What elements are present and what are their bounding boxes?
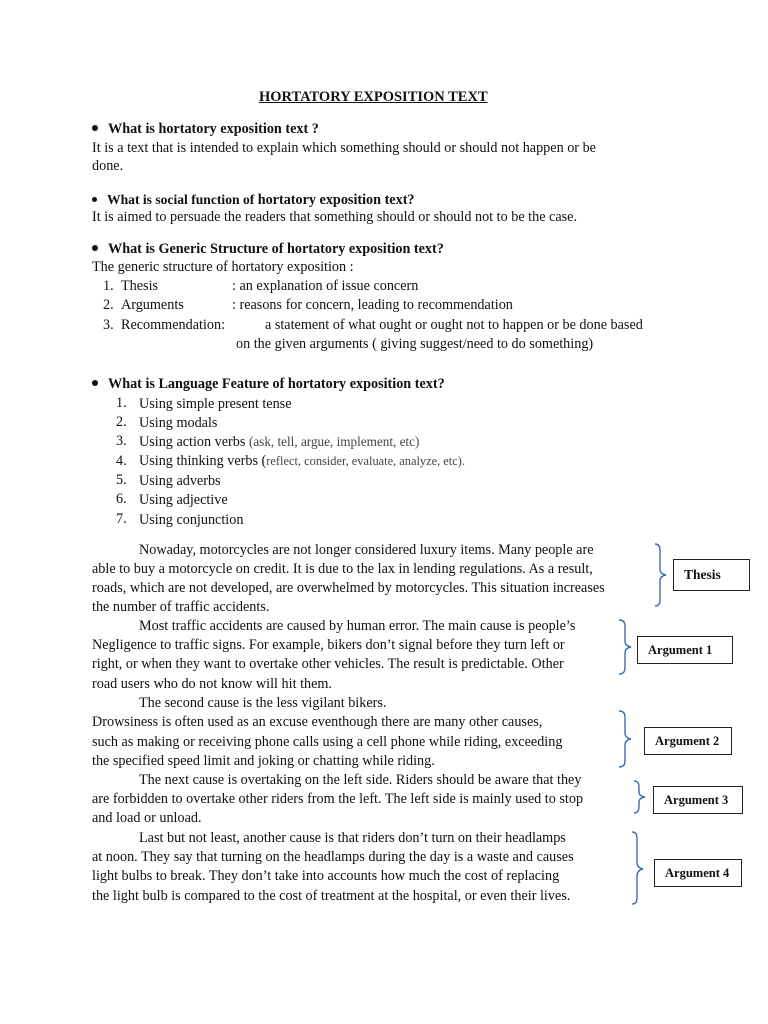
- structure-item-term: Recommendation:: [121, 317, 226, 333]
- feature-item: Using thinking verbs (reflect, consider, evaluate, analyze, etc).: [139, 453, 465, 469]
- arg1-line: road users who do not know will hit them.: [92, 676, 332, 692]
- arg4-line: the light bulb is compared to the cost of treatment at the hospital, or even their lives.: [92, 888, 571, 904]
- feature-num: 6.: [116, 491, 127, 507]
- feature-num: 3.: [116, 433, 127, 449]
- structure-item-num: 1.: [103, 278, 114, 294]
- thesis-line: Nowaday, motorcycles are not longer considered luxury items. Many people are: [139, 542, 594, 558]
- structure-item-desc: : an explanation of issue concern: [232, 278, 419, 294]
- label-thesis: Thesis: [673, 559, 750, 591]
- question-4-text: What is Language Feature of hortatory exposition text?: [108, 376, 445, 392]
- label-argument-2: Argument 2: [644, 727, 732, 755]
- thesis-line: the number of traffic accidents.: [92, 599, 270, 615]
- page-title: HORTATORY EXPOSITION TEXT: [259, 89, 488, 105]
- arg1-line: Negligence to traffic signs. For example, bikers don’t signal before they turn left or: [92, 637, 565, 653]
- arg4-brace-icon: [632, 832, 643, 904]
- structure-intro: The generic structure of hortatory exposition :: [92, 259, 354, 275]
- question-3-text: What is Generic Structure of hortatory exposition text?: [108, 241, 444, 257]
- feature-num: 1.: [116, 395, 127, 411]
- arg3-line: The next cause is overtaking on the left side. Riders should be aware that they: [139, 772, 582, 788]
- feature-num: 7.: [116, 511, 127, 527]
- structure-item-num: 2.: [103, 297, 114, 313]
- thesis-brace-icon: [655, 544, 666, 606]
- structure-item-term: Thesis: [121, 278, 159, 294]
- arg2-brace-icon: [619, 711, 631, 767]
- feature-item: Using adjective: [139, 492, 228, 508]
- label-argument-1: Argument 1: [637, 636, 733, 664]
- structure-item-desc-cont: on the given arguments ( giving suggest/need to do something): [236, 336, 594, 352]
- arg3-line: and load or unload.: [92, 810, 202, 826]
- thesis-line: roads, which are not developed, are overwhelmed by motorcycles. This situation increases: [92, 580, 605, 596]
- feature-item: Using modals: [139, 415, 218, 431]
- feature-num: 5.: [116, 472, 127, 488]
- label-argument-4: Argument 4: [654, 859, 742, 887]
- arg4-line: Last but not least, another cause is that riders don’t turn on their headlamps: [139, 830, 566, 846]
- structure-item-desc: a statement of what ought or ought not to happen or be done based: [265, 317, 643, 333]
- feature-item: Using action verbs (ask, tell, argue, implement, etc): [139, 434, 420, 450]
- feature-num: 2.: [116, 414, 127, 430]
- answer-1-line: done.: [92, 158, 124, 174]
- arg1-line: right, or when they want to overtake other vehicles. The result is predictable. Other: [92, 656, 564, 672]
- feature-item: Using conjunction: [139, 512, 244, 528]
- arg4-line: light bulbs to break. They don’t take into accounts how much the cost of replacing: [92, 868, 560, 884]
- question-2-prefix: What is social function of: [107, 192, 258, 207]
- label-argument-3: Argument 3: [653, 786, 743, 814]
- question-1-text: What is hortatory exposition text ?: [108, 121, 319, 137]
- feature-num: 4.: [116, 453, 127, 469]
- thesis-line: able to buy a motorcycle on credit. It is due to the lax in lending regulations. As a result,: [92, 561, 593, 577]
- answer-2: It is aimed to persuade the readers that something should or should not to be the case.: [92, 209, 578, 225]
- structure-item-desc: : reasons for concern, leading to recommendation: [232, 297, 513, 313]
- arg3-brace-icon: [634, 781, 645, 813]
- arg4-line: at noon. They say that turning on the headlamps during the day is a waste and causes: [92, 849, 574, 865]
- question-2-bold: hortatory exposition text?: [257, 192, 415, 208]
- arg2-line: Drowsiness is often used as an excuse eventhough there are many other causes,: [92, 714, 543, 730]
- feature-item: Using simple present tense: [139, 396, 292, 412]
- arg1-line: Most traffic accidents are caused by human error. The main cause is people’s: [139, 618, 576, 634]
- structure-item-term: Arguments: [121, 297, 184, 313]
- arg3-line: are forbidden to overtake other riders from the left. The left side is mainly used to stop: [92, 791, 584, 807]
- structure-item-num: 3.: [103, 317, 114, 333]
- answer-1-line: It is a text that is intended to explain which something should or should not happen or be: [92, 140, 596, 156]
- arg2-line: the specified speed limit and joking or chatting while riding.: [92, 753, 435, 769]
- arg2-line: The second cause is the less vigilant bikers.: [139, 695, 387, 711]
- arg1-brace-icon: [619, 620, 631, 674]
- feature-item: Using adverbs: [139, 473, 221, 489]
- arg2-line: such as making or receiving phone calls using a cell phone while riding, exceeding: [92, 734, 563, 750]
